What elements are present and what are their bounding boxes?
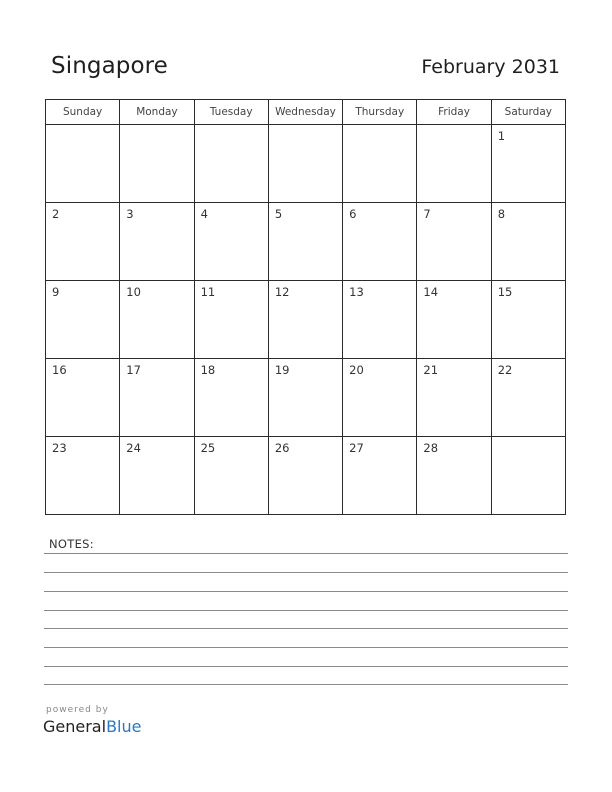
day-cell xyxy=(120,125,194,203)
day-cell xyxy=(491,203,565,281)
note-line xyxy=(44,591,568,592)
day-cell xyxy=(46,437,120,515)
day-cell xyxy=(491,125,565,203)
day-cell xyxy=(268,359,342,437)
day-cell xyxy=(417,125,491,203)
day-cell xyxy=(46,359,120,437)
day-cell xyxy=(268,125,342,203)
brand-logo xyxy=(43,717,141,736)
note-line xyxy=(44,684,568,685)
day-cell xyxy=(343,437,417,515)
day-number: 2 xyxy=(52,207,60,221)
day-cell xyxy=(120,281,194,359)
day-number: 28 xyxy=(423,441,439,455)
day-cell xyxy=(194,437,268,515)
day-number: 9 xyxy=(52,285,60,299)
day-cell xyxy=(194,281,268,359)
note-line xyxy=(44,572,568,573)
weekday-wednesday: Wednesday xyxy=(268,100,342,125)
note-line xyxy=(44,647,568,648)
country-title: Singapore xyxy=(51,53,168,79)
day-number: 22 xyxy=(497,363,513,377)
day-number: 11 xyxy=(200,285,216,299)
day-number: 14 xyxy=(423,285,439,299)
weekday-header-row xyxy=(46,100,566,125)
day-number: 10 xyxy=(126,285,141,299)
note-line xyxy=(44,666,568,667)
day-cell xyxy=(343,125,417,203)
day-number: 15 xyxy=(497,285,513,299)
day-number xyxy=(492,437,565,441)
weekday-tuesday: Tuesday xyxy=(194,100,268,125)
week-row xyxy=(46,125,566,203)
day-number: 3 xyxy=(126,207,134,221)
powered-by-text: powered by xyxy=(46,705,109,715)
notes-label: NOTES: xyxy=(49,537,94,551)
day-cell xyxy=(46,125,120,203)
day-cell xyxy=(194,359,268,437)
brand-blue: Blue xyxy=(106,717,142,736)
day-cell xyxy=(120,437,194,515)
week-row xyxy=(46,437,566,515)
brand-general: General xyxy=(43,717,107,736)
note-line xyxy=(44,610,568,611)
day-number: 24 xyxy=(126,441,141,455)
day-number xyxy=(46,125,119,129)
day-cell xyxy=(268,281,342,359)
day-cell xyxy=(46,203,120,281)
day-cell xyxy=(417,437,491,515)
day-cell xyxy=(343,359,417,437)
day-number: 17 xyxy=(126,363,141,377)
day-cell xyxy=(491,359,565,437)
day-number xyxy=(269,125,342,129)
day-number: 19 xyxy=(274,363,290,377)
day-number xyxy=(343,125,416,129)
day-number: 8 xyxy=(497,207,506,221)
note-line xyxy=(44,628,568,629)
week-row xyxy=(46,203,566,281)
calendar-body xyxy=(46,125,566,515)
week-row xyxy=(46,281,566,359)
day-number: 23 xyxy=(52,441,67,455)
day-number: 18 xyxy=(200,363,216,377)
day-cell xyxy=(194,203,268,281)
weekday-friday: Friday xyxy=(417,100,491,125)
day-cell xyxy=(194,125,268,203)
day-cell xyxy=(343,281,417,359)
day-cell xyxy=(417,203,491,281)
weekday-saturday: Saturday xyxy=(491,100,565,125)
weekday-thursday: Thursday xyxy=(343,100,417,125)
day-number: 4 xyxy=(200,207,208,221)
day-cell xyxy=(120,359,194,437)
calendar-grid xyxy=(45,99,566,515)
day-number: 25 xyxy=(200,441,216,455)
day-number xyxy=(120,125,193,129)
day-number: 1 xyxy=(497,129,506,143)
day-cell xyxy=(343,203,417,281)
day-number xyxy=(195,125,268,129)
day-number: 21 xyxy=(423,363,439,377)
day-number: 16 xyxy=(52,363,67,377)
day-number: 20 xyxy=(349,363,364,377)
day-cell xyxy=(417,281,491,359)
month-title: February 2031 xyxy=(421,56,560,78)
weekday-sunday: Sunday xyxy=(46,100,120,125)
day-cell xyxy=(120,203,194,281)
day-cell xyxy=(268,203,342,281)
week-row xyxy=(46,359,566,437)
day-number xyxy=(417,125,490,129)
day-cell xyxy=(268,437,342,515)
day-number: 6 xyxy=(349,207,357,221)
day-cell xyxy=(417,359,491,437)
day-number: 13 xyxy=(349,285,364,299)
day-cell xyxy=(491,281,565,359)
note-line xyxy=(44,553,568,554)
day-number: 26 xyxy=(274,441,290,455)
day-number: 7 xyxy=(423,207,431,221)
day-cell xyxy=(491,437,565,515)
day-number: 12 xyxy=(274,285,290,299)
weekday-monday: Monday xyxy=(120,100,194,125)
day-number: 5 xyxy=(274,207,283,221)
day-cell xyxy=(46,281,120,359)
day-number: 27 xyxy=(349,441,364,455)
